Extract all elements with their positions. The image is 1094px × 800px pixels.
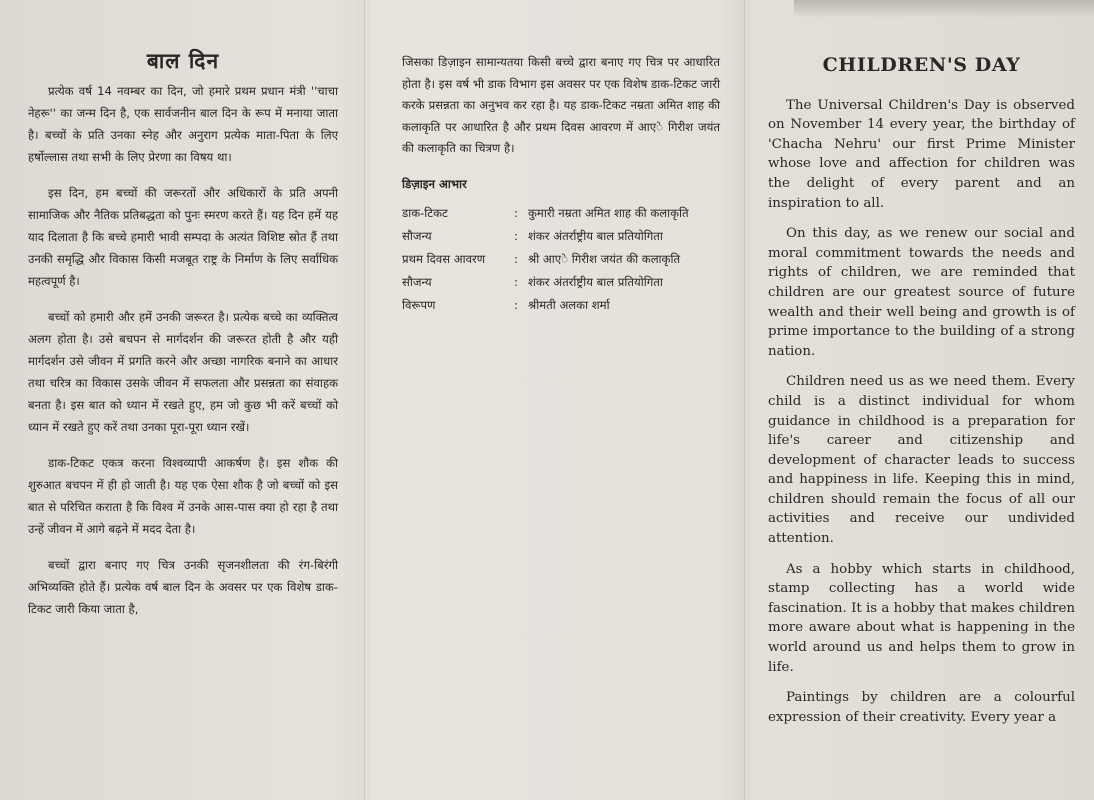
credit-row <box>402 203 720 224</box>
credit-row <box>402 226 720 247</box>
credit-value: शंकर अंतर्राष्ट्रीय बाल प्रतियोगिता <box>528 275 663 289</box>
english-paragraph: As a hobby which starts in childhood, stamp collecting has a world wide fascination. It is a hobby that makes children more aware about what is happening in the world around us and helps them to grow in life. <box>768 561 1075 675</box>
credit-label: सौजन्य <box>402 229 432 243</box>
credit-label: सौजन्य <box>402 275 432 289</box>
hindi-paragraph: बच्चों द्वारा बनाए गए चित्र उनकी सृजनशीलता की रंग-बिरंगी अभिव्यक्ति होते हैं। प्रत्येक वर्ष बाल दिन के अवसर पर एक विशेष डाक-टिकट जारी किया जाता है, <box>28 558 338 616</box>
middle-column <box>402 52 720 318</box>
hindi-paragraph: बच्चों को हमारी और हमें उनकी जरूरत है। प्रत्येक बच्चे का व्यक्तित्व अलग होता है। उसे बचपन से मार्गदर्शन की जरूरत होती है और यही मार्गदर्शन उसे जीवन में प्रगति करने और अच्छा नागरिक बनाने का आधार तथा चरित्र का विकास उसके जीवन में सफलता और प्रसन्नता का संवाहक बनता है। इस बात को ध्यान में रखते हुए, हम जो कुछ भी करें बच्चों को ध्यान में रखते हुए करें तथा उनका पूरा-पूरा ध्यान रखें। <box>28 310 338 434</box>
credit-separator: : <box>514 252 518 266</box>
english-column <box>768 56 1075 738</box>
credit-value: शंकर अंतर्राष्ट्रीय बाल प्रतियोगिता <box>528 229 663 243</box>
english-paragraph: Paintings by children are a colourful expression of their creativity. Every year a <box>768 690 1075 725</box>
credit-label: प्रथम दिवस आवरण <box>402 252 486 266</box>
credit-row <box>402 272 720 293</box>
credit-label: डाक-टिकट <box>402 206 448 220</box>
english-paragraph: The Universal Children's Day is observed on November 14 every year, the birthday of 'Chacha Nehru' our first Prime Minister whose love and affection for children was the delight of every parent and an inspiration to all. <box>768 97 1075 211</box>
credit-separator: : <box>514 206 518 220</box>
english-title: CHILDREN'S DAY <box>822 54 1021 76</box>
fold-line-right <box>744 0 747 800</box>
hindi-paragraph: डाक-टिकट एकत्र करना विश्वव्यापी आकर्षण है। इस शौक की शुरुआत बचपन में ही हो जाती है। यह एक ऐसा शौक है जो बच्चों को इस बात से परिचित कराता है कि विश्व में उनके आस-पास क्या हो रहा है तथा उन्हें जीवन में आगे बढ़ने में मदद देता है। <box>28 456 338 536</box>
hindi-paragraph: इस दिन, हम बच्चों की जरूरतों और अधिकारों के प्रति अपनी सामाजिक और नैतिक प्रतिबद्धता को पुनः स्मरण करते हैं। यह दिन हमें यह याद दिलाता है कि बच्चे हमारी भावी सम्पदा के अत्यंत विशिष्ट स्रोत हैं तथा उनकी समृद्धि और विकास किसी मजबूत राष्ट्र के निर्माण के लिए सर्वाधिक महत्वपूर्ण है। <box>28 186 338 288</box>
credit-row <box>402 295 720 316</box>
credit-label: विरूपण <box>402 298 436 312</box>
credit-value: कुमारी नम्रता अमित शाह की कलाकृति <box>528 206 689 220</box>
credit-value: श्रीमती अलका शर्मा <box>528 298 610 312</box>
design-credits-list <box>402 203 720 316</box>
hindi-title: बाल दिन <box>146 49 220 73</box>
credit-separator: : <box>514 229 518 243</box>
page-shadow <box>794 0 1094 18</box>
hindi-continuation-paragraph: जिसका डिज़ाइन सामान्यतया किसी बच्चे द्वारा बनाए गए चित्र पर आधारित होता है। इस वर्ष भी डाक विभाग इस अवसर पर एक विशेष डाक-टिकट जारी करके प्रसन्नता का अनुभव कर रहा है। यह डाक-टिकट नम्रता अमित शाह की कलाकृति पर आधारित है और प्रथम दिवस आवरण में आएे गिरीश जयंत की कलाकृति का चित्रण है। <box>402 55 720 155</box>
fold-line-left <box>364 0 367 800</box>
credit-separator: : <box>514 298 518 312</box>
design-credits-heading: डिज़ाइन आभार <box>402 176 467 191</box>
hindi-column <box>28 50 338 634</box>
credit-value: श्री आएे गिरीश जयंत की कलाकृति <box>528 252 681 266</box>
credit-row <box>402 249 720 270</box>
english-paragraph: Children need us as we need them. Every child is a distinct individual for whom guidance in childhood is a preparation for life's career and citizenship and development of character leads to success and happiness in life. Keeping this in mind, children should remain the focus of all our activities and receive our undivided attention. <box>768 374 1075 547</box>
credit-separator: : <box>514 275 518 289</box>
english-paragraph: On this day, as we renew our social and moral commitment towards the needs and rights of children, we are reminded that children are our greatest source of future wealth and their well being and growth is of prime importance to the building of a strong nation. <box>768 226 1075 359</box>
hindi-paragraph: प्रत्येक वर्ष 14 नवम्बर का दिन, जो हमारे प्रथम प्रधान मंत्री ''चाचा नेहरू'' का जन्म दिन है, एक सार्वजनीन बाल दिन के रूप में मनाया जाता है। बच्चों के प्रति उनका स्नेह और अनुराग प्रत्येक माता-पिता के लिए हर्षोल्लास तथा सभी के लिए प्रेरणा का विषय था। <box>28 84 338 164</box>
